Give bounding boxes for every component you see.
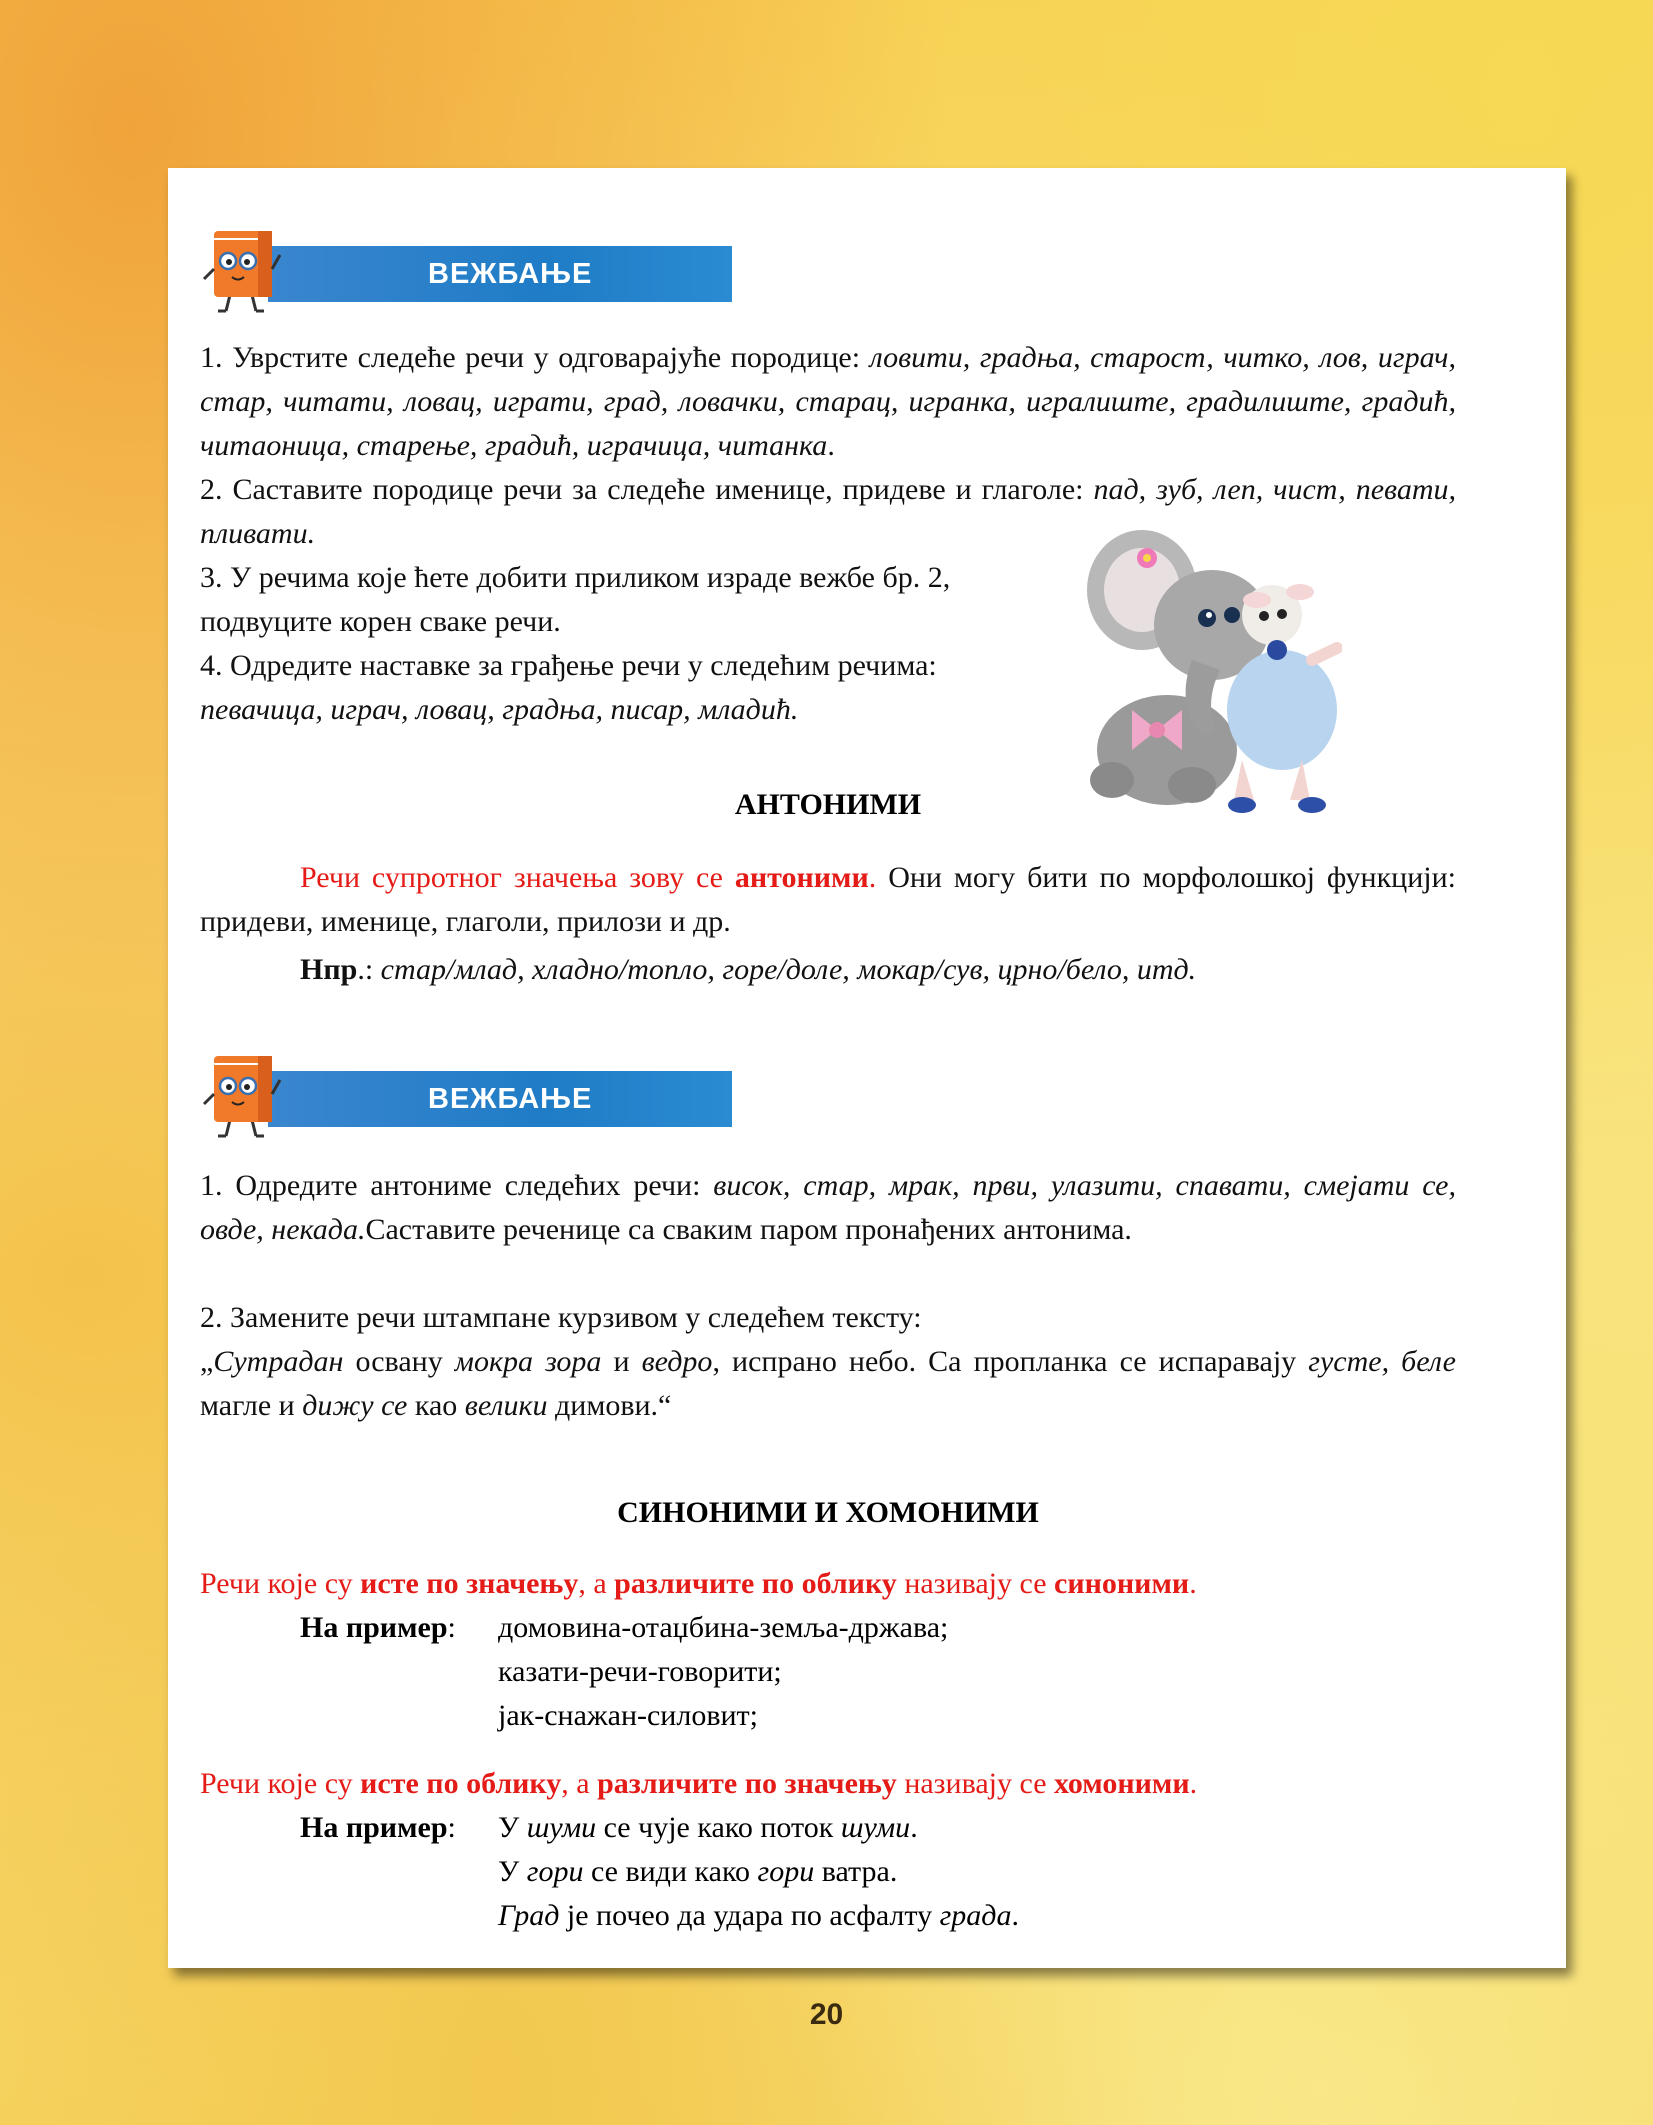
example-label (300, 1606, 498, 1650)
def-bold: различите по облику (614, 1567, 897, 1600)
quote-part: и (601, 1345, 642, 1378)
synonym-line: казати-речи-говорити; (498, 1655, 782, 1688)
example-colon: .: (357, 953, 381, 986)
exercise-1-item-1 (200, 336, 1456, 468)
def-part: . (1189, 1767, 1198, 1800)
item-text: 1. Одредите антониме следећих речи: (200, 1169, 714, 1202)
exercise-1-item-3a: 3. У речима које ћете добити приликом израде вежбе бр. 2, (200, 561, 951, 594)
quote-open: „ (200, 1345, 214, 1378)
exercise-2-quote (200, 1340, 1456, 1428)
hom-word: гори (526, 1855, 584, 1888)
hom-word: града (939, 1899, 1012, 1932)
quote-part: Сутрадан (213, 1345, 344, 1378)
example-colon: : (447, 1611, 456, 1644)
hom-part: У (498, 1811, 527, 1844)
term-synonyms: синоними (1054, 1567, 1190, 1600)
item-text: 1. Уврстите следеће речи у одговарајуће породице: (200, 341, 870, 374)
quote-part: , испрано небо. Са пропланка се испаравају (712, 1345, 1309, 1378)
synonym-line: јак-снажан-силовит; (498, 1699, 758, 1732)
homonyms-example (300, 1806, 918, 1850)
quote-part: димови.“ (547, 1389, 672, 1422)
antonyms-definition (200, 856, 1456, 944)
hom-word: шуми (526, 1811, 597, 1844)
example-label-text: На пример (300, 1811, 448, 1844)
exercise-2-item-2: 2. Замените речи штампане курзивом у следећем тексту: (200, 1301, 922, 1334)
def-part: . (1189, 1567, 1197, 1600)
example-colon: : (447, 1811, 456, 1844)
definition-rest: Они могу бити по морфолошкој функцији: придеви, именице, глаголи, прилози и др. (200, 861, 1456, 938)
def-part: , а (561, 1767, 598, 1800)
hom-part: У (498, 1855, 527, 1888)
def-part: , а (578, 1567, 615, 1600)
def-part: Речи које су (200, 1767, 361, 1800)
quote-part: густе, беле (1308, 1345, 1456, 1378)
quote-part: велики (464, 1389, 548, 1422)
def-part: називају се (896, 1567, 1055, 1600)
def-part: Речи које су (200, 1567, 361, 1600)
item-end: . (827, 429, 835, 462)
item-rest: Саставите реченице са сваким паром пронађених антонима. (365, 1213, 1132, 1246)
hom-word: шуми (840, 1811, 911, 1844)
def-part: називају се (896, 1767, 1055, 1800)
hom-part: . (910, 1811, 918, 1844)
hom-part: се види како (583, 1855, 758, 1888)
def-bold: исте по облику (360, 1767, 562, 1800)
term-homonyms: хомоними (1054, 1767, 1190, 1800)
homonym-line (498, 1894, 1019, 1938)
hom-word: Град (498, 1899, 560, 1932)
synonym-line: домовина-отаџбина-земља-држава; (498, 1611, 949, 1644)
term-antonyms: антоними (734, 861, 869, 894)
book-mascot-icon (200, 1050, 310, 1140)
section-heading-antonyms: АНТОНИМИ (734, 788, 922, 821)
exercise-banner (200, 225, 740, 315)
banner-title: ВЕЖБАЊЕ (268, 1071, 732, 1127)
quote-part: ведро (641, 1345, 713, 1378)
hom-word: гори (757, 1855, 815, 1888)
exercise-1-item-4: 4. Одредите наставке за грађење речи у следећим речима: (200, 649, 937, 682)
synonyms-example (300, 1606, 948, 1650)
def-bold: различите по значењу (597, 1767, 897, 1800)
example-label: Нпр (300, 953, 358, 986)
hom-part: . (1011, 1899, 1019, 1932)
exercise-banner (200, 1050, 740, 1140)
item-words: висок, стар, мрак, први, улазити, спавати, смејати се, овде, некада. (200, 1169, 1457, 1246)
example-label (300, 1806, 498, 1850)
definition-text: Речи супротног значења зову се (300, 861, 735, 894)
homonyms-definition (200, 1762, 1456, 1806)
example-label-text: На пример (300, 1611, 448, 1644)
hom-part: се чује како поток (596, 1811, 841, 1844)
quote-part: дижу се (302, 1389, 408, 1422)
def-bold: исте по значењу (360, 1567, 579, 1600)
item-text: 2. Саставите породице речи за следеће именице, придеве и глаголе: (200, 473, 1094, 506)
hom-part: ватра. (814, 1855, 898, 1888)
exercise-1-item-3b: подвуците корен сваке речи. (200, 605, 561, 638)
plush-toys-image (1072, 520, 1342, 820)
quote-part: мокра зора (454, 1345, 602, 1378)
exercise-2-item-1 (200, 1164, 1456, 1252)
synonyms-definition (200, 1562, 1456, 1606)
homonym-line (498, 1850, 897, 1894)
quote-part: магле и (200, 1389, 303, 1422)
book-mascot-icon (200, 225, 310, 315)
item-words: пад, зуб, леп, чист, певати, пливати. (200, 473, 1456, 550)
page-number: 20 (809, 1998, 844, 2031)
quote-part: као (407, 1389, 465, 1422)
antonyms-example (200, 948, 1456, 992)
quote-part: освану (343, 1345, 455, 1378)
banner-title: ВЕЖБАЊЕ (268, 246, 732, 302)
example-text: стар/млад, хладно/топло, горе/доле, мокар/сув, црно/бело, итд. (380, 953, 1197, 986)
item-words: ловити, градња, старост, читко, лов, играч, стар, читати, ловац, играти, град, ловачки, старац, игранка, игралиште, градилиште, градић, читаоница, старење, градић, играчица, читанка (200, 341, 1456, 462)
exercise-1-item-4-words: певачица, играч, ловац, градња, писар, младић. (200, 693, 799, 726)
hom-part: је почео да удара по асфалту (559, 1899, 940, 1932)
section-heading-synonyms-homonyms: СИНОНИМИ И ХОМОНИМИ (617, 1496, 1039, 1529)
definition-period: . (868, 861, 877, 894)
